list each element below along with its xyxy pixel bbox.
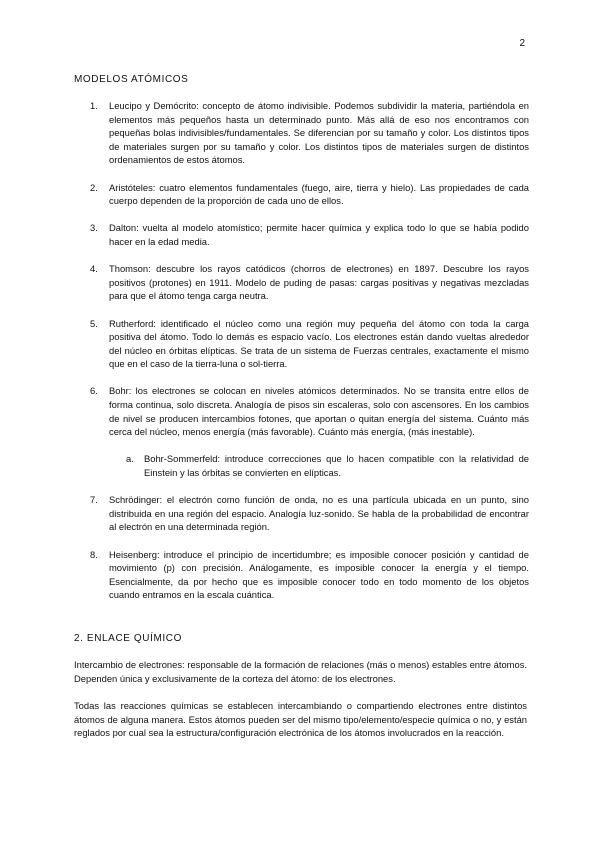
list-item — [0, 493, 529, 534]
list-number: 8. — [90, 548, 98, 560]
list-text: Aristóteles: cuatro elementos fundamentales (fuego, aire, tierra y hielo). Las propiedades de cada cuerpo dependen de la proporción de cada uno de ellos. — [109, 181, 529, 207]
list-text: Leucipo y Demócrito: concepto de átomo indivisible. Podemos subdividir la materia, partiéndola en elementos más pequeños hasta un determinado punto. Más allá de eso nos encontramos con pequeñas bolas indivisibles/fundamentales. Se diferencian por su tamaño y color. Los distintos tipos de materiales surgen por su tamaño y color. Los distintos tipos de materiales surgen de distintos ordenamientos de estos átomos. — [109, 100, 529, 166]
paragraph: Todas las reacciones químicas se establecen intercambiando o compartiendo electrones entre distintos átomos de alguna manera. Estos átomos pueden ser del mismo tipo/elemento/especie química o no, y están reglados por cual sea la estructura/configuración electrónica de los átomos involucrados en la reacción. — [74, 700, 527, 739]
paragraph: Intercambio de electrones: responsable de la formación de relaciones (más o menos) estables entre átomos. Dependen única y exclusivamente de la corteza del átomo: de los electrones. — [74, 659, 527, 684]
list-item — [0, 221, 529, 248]
section-heading-modelos: MODELOS ATÓMICOS — [74, 74, 189, 85]
list-item — [0, 384, 529, 438]
list-text: Heisenberg: introduce el principio de incertidumbre; es imposible conocer posición y cantidad de movimiento (p) con precisión. Análogamente, es imposible conocer la energía y el tiempo. Esencialmente, da por hecho que es imposible conocer todo en todo momento de los objetos cuando entramos en la escala cuántica. — [109, 548, 529, 601]
list-text: Rutherford: identificado el núcleo como una región muy pequeña del átomo con toda la carga positiva del átomo. Todo lo demás es espacio vacío. Los electrones están dando vueltas alrededor del núcleo en órbitas elípticas. Se trata de un sistema de Fuerzas centrales, exactamente el mismo que en el caso de la tierra-luna o sol-tierra. — [109, 317, 529, 370]
list-number: 1. — [90, 100, 98, 111]
list-item — [0, 548, 529, 602]
sub-list-letter: a. — [126, 453, 134, 465]
list-item — [0, 317, 529, 371]
sub-list-text: Bohr-Sommerfeld: introduce correcciones que lo hacen compatible con la relatividad de Einstein y las órbitas se convierten en elípticas. — [144, 453, 529, 479]
list-number: 7. — [90, 494, 98, 506]
sub-list-item — [0, 452, 529, 479]
list-text: Schrödinger: el electrón como función de onda, no es una partícula ubicada en un punto, sino distribuida en una región del espacio. Analogía luz-sonido. Se habla de la probabilidad de encontrar al electrón en una determinada región. — [109, 494, 529, 533]
list-number: 3. — [90, 222, 98, 234]
list-item — [0, 99, 529, 167]
list-number: 4. — [90, 263, 98, 275]
page-number: 2 — [519, 38, 525, 49]
list-text: Dalton: vuelta al modelo atomístico; permite hacer química y explica todo lo que se había podido hacer en la edad media. — [109, 222, 529, 247]
list-text: Thomson: descubre los rayos catódicos (chorros de electrones) en 1897. Descubre los rayos positivos (protones) en 1911. Modelo de puding de pasas: cargas positivas y negativas mezcladas para que el átomo tenga carga neutra. — [109, 263, 529, 302]
section-heading-enlace: 2. ENLACE QUÍMICO — [74, 633, 182, 644]
list-item — [0, 262, 529, 303]
models-list — [0, 99, 600, 616]
list-number: 6. — [90, 385, 98, 397]
list-item — [0, 181, 529, 208]
list-number: 5. — [90, 317, 98, 329]
list-text: Bohr: los electrones se colocan en niveles atómicos determinados. No se transita entre ellos de forma continua, solo discreta. Analogía de pisos sin escaleras, solo con ascensores. En los cambios de nivel se producen intercambios fotones, que aportan o quitan energía del sistema. Cuánto más cerca del núcleo, menos energía (más favorable). Cuánto más energía, (más inestable). — [109, 385, 529, 438]
list-number: 2. — [90, 181, 98, 193]
